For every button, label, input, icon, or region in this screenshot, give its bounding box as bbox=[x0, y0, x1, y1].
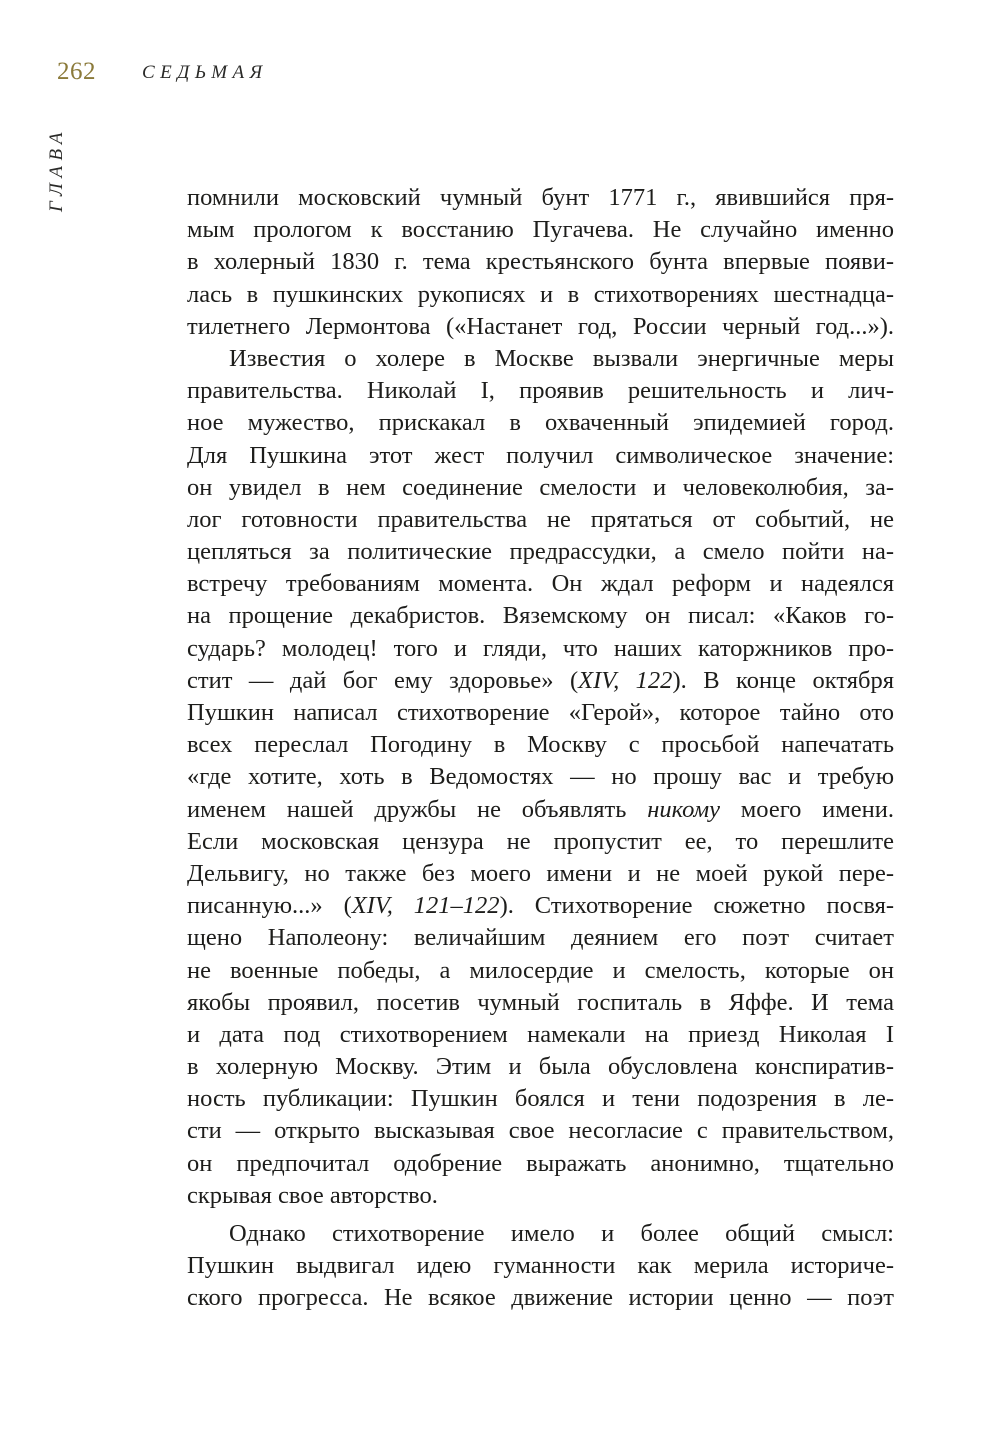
text-segment: писанную...» ( bbox=[187, 892, 352, 920]
text-line: встречу требованиям момента. Он ждал реформ и надеялся bbox=[187, 570, 894, 598]
text-line: «где хотите, хоть в Ведомостях — но прошу вас и требую bbox=[187, 763, 894, 791]
text-line: не военные победы, а милосердие и смелость, которые он bbox=[187, 956, 894, 984]
text-line bbox=[187, 890, 894, 922]
text-line bbox=[187, 794, 894, 826]
text-line: ность публикации: Пушкин боялся и тени подозрения в ле- bbox=[187, 1085, 894, 1113]
text-line: помнили московский чумный бунт 1771 г., явившийся пря- bbox=[187, 184, 894, 211]
text-line: цепляться за политические предрассудки, а смело пойти на- bbox=[187, 538, 894, 566]
page-number: 262 bbox=[57, 58, 96, 85]
text-line: сти — открыто высказывая свое несогласие с правительством, bbox=[187, 1117, 894, 1145]
chapter-vertical-label: ГЛАВА bbox=[46, 126, 67, 212]
text-line: сударь? молодец! того и гляди, что наших каторжников про- bbox=[187, 634, 894, 662]
text-segment: ). В конце октября bbox=[672, 666, 894, 694]
text-line: ского прогресса. Не всякое движение истории ценно — поэт bbox=[187, 1284, 894, 1312]
text-line bbox=[187, 665, 894, 697]
text-line: скрывая свое авторство. bbox=[187, 1181, 438, 1209]
text-line: Пушкин выдвигал идею гуманности как мерила историче- bbox=[187, 1252, 894, 1280]
text-line: он увидел в нем соединение смелости и человеколюбия, за- bbox=[187, 473, 894, 501]
text-line: Пушкин написал стихотворение «Герой», которое тайно ото bbox=[187, 699, 894, 726]
text-line: мым прологом к восстанию Пугачева. Не случайно именно bbox=[187, 216, 894, 244]
text-line: в холерный 1830 г. тема крестьянского бунта впервые появи- bbox=[187, 248, 894, 276]
text-segment: моего имени. bbox=[719, 795, 894, 823]
text-line: якобы проявил, посетив чумный госпиталь в Яффе. И тема bbox=[187, 988, 894, 1016]
text-line: в холерную Москву. Этим и была обусловлена конспиратив- bbox=[187, 1053, 894, 1081]
emphasis: никому bbox=[647, 795, 720, 823]
text-line: Для Пушкина этот жест получил символическое значение: bbox=[187, 441, 894, 469]
text-line: Однако стихотворение имело и более общий смысл: bbox=[229, 1220, 894, 1247]
citation: XIV, 122 bbox=[578, 666, 673, 694]
text-line: на прощение декабристов. Вяземскому он писал: «Каков го- bbox=[187, 602, 894, 630]
text-segment: стит — дай бог ему здоровье» ( bbox=[187, 666, 579, 694]
text-line: ное мужество, прискакал в охваченный эпидемией город. bbox=[187, 409, 894, 437]
text-line: Если московская цензура не пропустит ее, то перешлите bbox=[187, 827, 894, 855]
text-line: он предпочитал одобрение выражать анонимно, тщательно bbox=[187, 1149, 894, 1177]
text-line: правительства. Николай I, проявив решительность и лич- bbox=[187, 377, 894, 405]
text-line: Известия о холере в Москве вызвали энергичные меры bbox=[229, 344, 894, 372]
text-line: и дата под стихотворением намекали на приезд Николая I bbox=[187, 1020, 894, 1048]
text-segment: ). Стихотворение сюжетно посвя- bbox=[499, 892, 894, 920]
text-line: всех переслал Погодину в Москву с просьбой напечатать bbox=[187, 731, 894, 759]
text-segment: именем нашей дружбы не объявлять bbox=[187, 795, 648, 823]
chapter-title: СЕДЬМАЯ bbox=[142, 62, 268, 83]
text-line: щено Наполеону: величайшим деянием его поэт считает bbox=[187, 924, 894, 952]
text-line: тилетнего Лермонтова («Настанет год, России черный год...»). bbox=[187, 312, 894, 340]
text-line: Дельвигу, но также без моего имени и не моей рукой пере- bbox=[187, 859, 894, 887]
text-line: лог готовности правительства не прятаться от событий, не bbox=[187, 505, 894, 533]
body-text bbox=[187, 182, 894, 1315]
citation: XIV, 121–122 bbox=[351, 892, 500, 920]
text-line: лась в пушкинских рукописях и в стихотворениях шестнадца- bbox=[187, 280, 894, 308]
